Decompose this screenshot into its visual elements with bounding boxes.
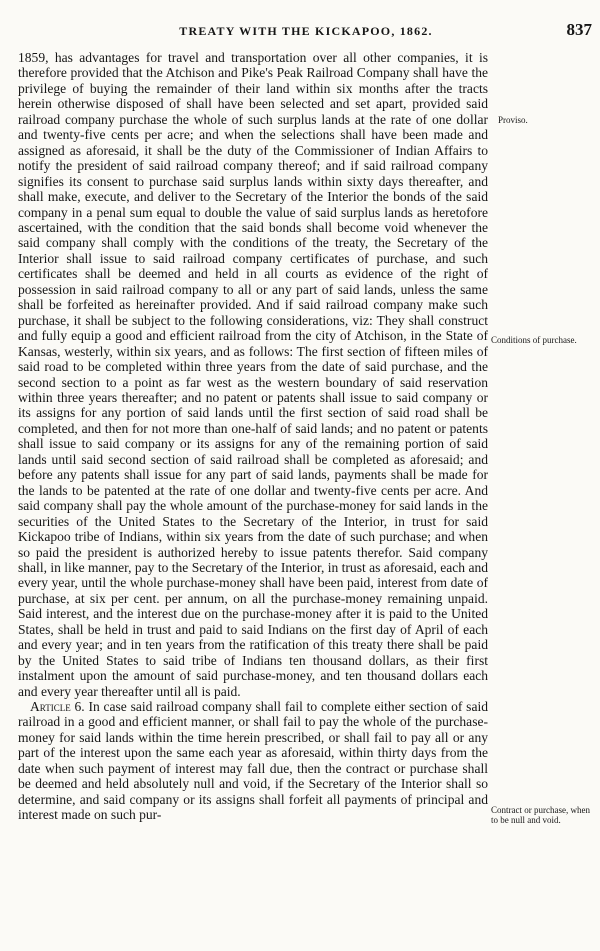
article-label: Article 6.: [30, 699, 85, 715]
paragraph-continued: 1859, has advantages for travel and transportation over all other companies, it is therefore provided that the Atchison and Pike's Peak Railroad Company shall have the privilege of buying the remainder of their land within six months after the tracts herein otherwise disposed of shall have been selected and set apart, provided said railroad company purchase the whole of such surplus lands at the rate of one dollar and twenty-five cents per acre; and when the selections shall have been made and assigned as aforesaid, it shall be the duty of the Commissioner of Indian Affairs to notify the president of said railroad company thereof; and if said railroad company signifies its consent to purchase said surplus lands within sixty days thereafter, and shall make, execute, and deliver to the Secretary of the Interior the bonds of the said company in a penal sum equal to double the value of said surplus lands as heretofore ascertained, with the condition that the said bonds shall become void whenever the said company shall comply with the conditions of the treaty, the Secretary of the Interior shall issue to said railroad company certificates of purchase, and such certificates shall be deemed and held in all courts as evidence of the right of possession in said railroad company to all or any part of said lands, unless the same shall be forfeited as hereinafter provided. And if said railroad company make such purchase, it shall be subject to the following considerations, viz: They shall construct and fully equip a good and efficient railroad from the city of Atchison, in the State of Kansas, westerly, within six years, and as follows: The first section of fifteen miles of said road to be completed within three years from the date of said purchase, and the second section to a point as far west as the western boundary of said reservation within three years thereafter; and no patent or patents shall issue to said company or its assigns for any portion of said lands until the first section of said road shall be completed, and then for not more than one-half of said lands; and no patent or patents shall issue to said company or its assigns for any of the remaining portion of said lands until said second section of said railroad shall be completed as aforesaid; and before any patents shall issue for any part of said lands, payments shall be made for the lands to be patented at the rate of one dollar and twenty-five cents per acre. And said company shall pay the whole amount of the purchase-money for said lands in the securities of the United States to the Secretary of the Interior, in trust for said Kickapoo tribe of Indians, within six years from the date of such purchase; and when so paid the president is authorized hereby to issue patents therefor. Said company shall, in like manner, pay to the Secretary of the Interior, in trust as aforesaid, each and every year, until the whole purchase-money shall have been paid, interest from date of purchase, at six per cent. per annum, on all the purchase-money remaining unpaid. Said interest, and the interest due on the purchase-money after it is paid to the United States, shall be held in trust and paid to said Indians on the first day of April of each and every year; and in ten years from the ratification of this treaty there shall be paid by the United States to said tribe of Indians ten thousand dollars, as their first instalment upon the amount of said purchase-money, and ten thousand dollars each and every year thereafter until all is paid.: [18, 50, 488, 699]
treaty-body-text: [18, 50, 488, 945]
margin-note-proviso: Proviso.: [498, 115, 528, 125]
margin-note-contract: Contract or purchase, when to be null and void.: [491, 805, 590, 825]
running-head: TREATY WITH THE KICKAPOO, 1862.: [179, 24, 433, 38]
margin-note-conditions: Conditions of purchase.: [491, 335, 577, 345]
article-6-text: In case said railroad company shall fail to complete either section of said railroad in a good and efficient manner, or shall fail to pay the whole of the purchase-money for said lands within the time herein prescribed, or shall fail to pay all or any part of the interest upon the same each year as aforesaid, within thirty days from the date when such payment of interest may fall due, then the contract or purchase shall be deemed and held absolutely null and void, if the Secretary of the Interior shall so determine, and said company or its assigns shall forfeit all payments of principal and interest made on such pur-: [18, 699, 488, 823]
paragraph-article-6: [18, 699, 488, 823]
page-number: 837: [566, 20, 592, 39]
page-header: [20, 20, 592, 42]
